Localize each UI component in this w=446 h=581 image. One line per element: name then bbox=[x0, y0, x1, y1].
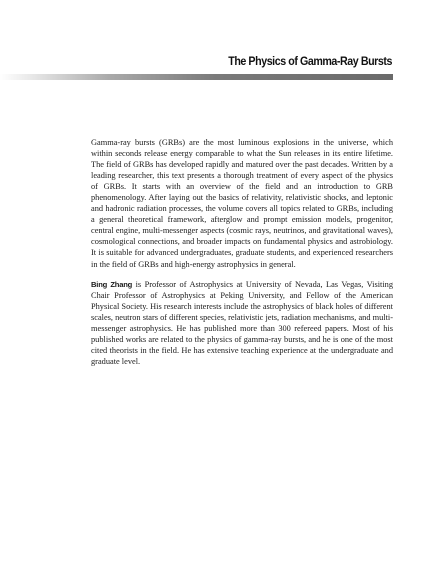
author-bio-text: is Professor of Astrophysics at University of Nevada, Las Vegas, Visiting Chair Professor of Astrophysics at Peking University, and Fellow of the American Physical Society. His research interests include the astrophysics of black holes of different scales, neutron stars of different species, relativistic jets, radiation mechanisms, and multi-messenger astrophysics. He has published more than 300 refereed papers. Most of his published works are related to the physics of gamma-ray bursts, and he is one of the most cited theorists in the field. He has extensive teaching experience at the undergraduate and graduate level. bbox=[91, 279, 394, 366]
page-title: The Physics of Gamma-Ray Bursts bbox=[228, 54, 392, 68]
author-name: Bing Zhang bbox=[91, 279, 133, 289]
author-bio-paragraph bbox=[91, 279, 393, 367]
book-description: Gamma-ray bursts (GRBs) are the most luminous explosions in the universe, which within seconds release energy comparable to what the Sun releases in its entire lifetime. The field of GRBs has developed rapidly and matured over the past decades. Written by a leading researcher, this text presents a thorough treatment of every aspect of the physics of GRBs. It starts with an overview of the field and an introduction to GRB phenomenology. After laying out the basics of relativity, relativistic shocks, and leptonic and hadronic radiation processes, the volume covers all topics related to GRBs, including a general theoretical framework, afterglow and prompt emission models, progenitor, central engine, multi-messenger aspects (cosmic rays, neutrinos, and gravitational waves), cosmological connections, and broader impacts on fundamental physics and astrobiology. It is suitable for advanced undergraduates, graduate students, and experienced researchers in the field of GRBs and high-energy astrophysics in general. bbox=[91, 138, 393, 269]
title-rule bbox=[0, 74, 393, 80]
blurb bbox=[91, 137, 393, 367]
